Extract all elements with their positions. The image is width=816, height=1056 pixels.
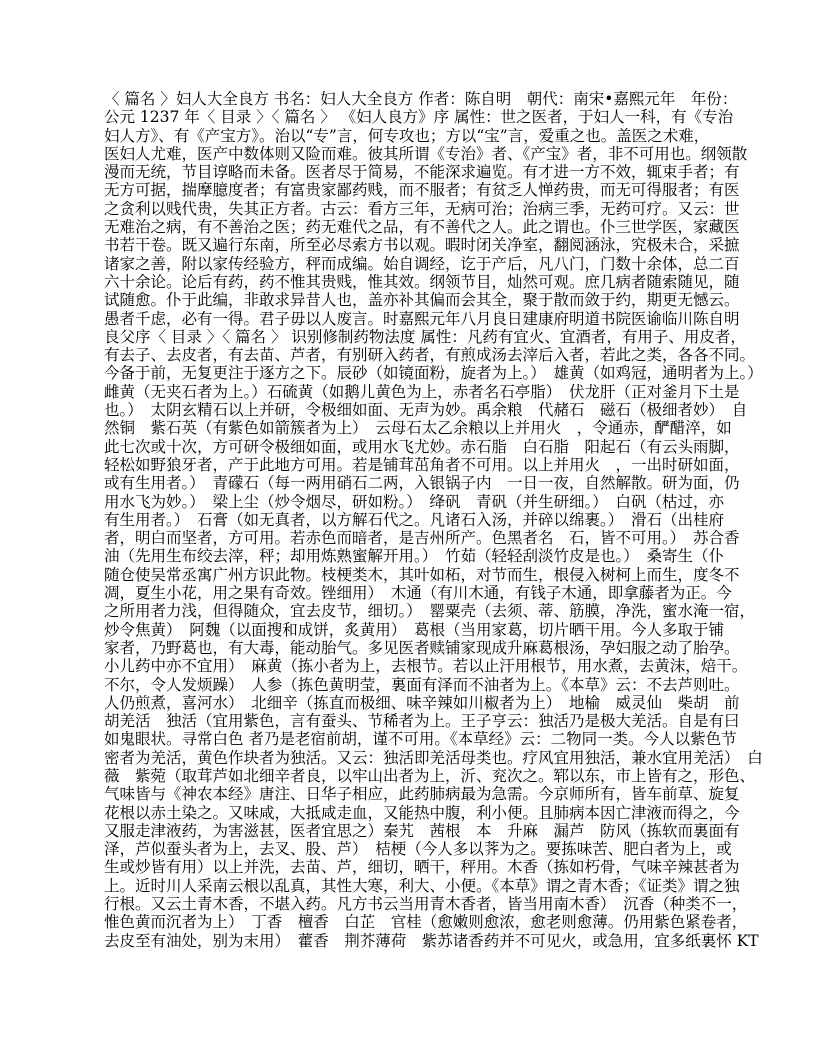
text-line: 今备于前，无复更注于逐方之下。辰砂（如镜面粉，旋者为上。） 雄黄（如鸡冠，通明者为上。） [104,364,763,383]
text-line: 漫而无统，节目谆略而未备。医者尽于简易，不能深求遍览。有才进一方不效，辄束手者；有 [104,163,740,182]
text-line: 凋，夏生小花，用之果有奇效。锉细用） 木通（有川木通，有钱子木通，即拿藤者为正。今 [104,584,732,603]
text-line: 小儿药中亦不宜用） 麻黄（拣小者为上，去根节。若以止汗用根节，用水煮，去黄沫，焙干。 [104,657,748,676]
text-line: 〈 篇名 〉妇人大全良方 书名：妇人大全良方 作者：陈自明 朝代：南宋•嘉熙元年 年份： [104,90,738,108]
document-text [104,90,763,950]
text-line: 之所用者力浅，但得随众，宜去皮节，细切。） 罂粟壳（去须、蒂、筋膜，净洗，蜜水淹一宿， [104,602,756,621]
text-line: 无难治之病，有不善治之医；药无难代之品，有不善代之人。此之谓也。仆三世学医，家藏医 [104,218,740,237]
text-line: 用水飞为妙。） 梁上尘（炒令烟尽，研如粉。） 绛矾 青矾（并生研细。） 白矾（枯过，亦 [104,492,725,511]
text-line: 密者为羌活，黄色作块者为独活。又云：独活即羌活母类也。疗风宜用独活，兼水宜用羌活） 白 [104,748,763,767]
text-line: 胡羌活 独活（宜用紫色，言有蚕头、节稀者为上。王子亨云：独活乃是极大羌活。自是有曰 [104,712,740,731]
text-line: 试随愈。仆于此编，非敢求异昔人也，盖亦补其偏而会其全，聚于散而敛于约，期更无憾云。 [104,291,740,310]
text-line: 也。） 太阴玄精石以上并研，令极细如面、无声为妙。禹余粮 代赭石 磁石（极细者妙） 自 [104,401,748,420]
text-line: 薇 紫菀（取茸芦如北细辛者良，以牢山出者为上，沂、兖次之。郓以东，市上皆有之，形色、 [104,766,756,785]
text-line: 妇人方》、有《产宝方》。治以“专”言，何专攻也；方以“宝”言，爱重之也。盖医之术难， [104,126,710,145]
text-line: 如鬼眼状。寻常白色 者乃是老宿前胡，谨不可用。《本草经》云：二物同一类。今人以紫色节 [104,730,737,749]
text-line: 轻松如野狼牙者，产于此地方可用。若是铺茸茁角者不可用。以上并用火 ，一出时研如面， [104,455,740,474]
text-line: 又服走津液药，为害滋甚，医者宜思之）秦艽 茜根 本 升麻 漏芦 防风（拣软而裏面有 [104,821,740,840]
text-line: 惟色黄而沉者为上） 丁香 檀香 白芷 官桂（愈嫩则愈浓，愈老则愈薄。仍用紫色紧卷者， [104,913,748,932]
text-line: 六十余论。论后有药，药不惟其贵贱，惟其效。纲领节目，灿然可观。庶几病者随索随见，随 [104,272,740,291]
text-line: 诸家之善，附以家传经验方，秤而成编。始自调经，讫于产后，凡八门，门数十余体，总二百 [104,254,740,273]
text-line: 去皮至有油处，别为末用） 藿香 荆芥薄荷 紫苏诸香药并不可见火，或急用，宜多纸裏怀 KT [104,931,759,950]
text-line: 有去子、去皮者，有去苗、芦者，有别研入药者，有煎成汤去滓后入者，若此之类，各各不同。 [104,346,756,365]
text-line: 医妇人尤难，医产中数体则又险而难。彼其所谓《专治》者、《产宝》者，非不可用也。纲领散 [104,144,748,163]
text-line: 生或炒皆有用）以上并洗，去苗、芦，细切，晒干，秤用。木香（拣如朽骨，气味辛辣甚者为 [104,858,740,877]
text-line: 之贪利以贱代贵，失其正方者。古云：看方三年，无病可治；治病三季，无药可疗。又云：世 [104,199,740,218]
text-line: 然铜 紫石英（有紫色如箭簇者为上） 云母石太乙余粮以上并用火 ，令通赤，酽醋淬，如 [104,419,732,438]
text-line: 良父序〈 目录 〉〈 篇名 〉 识别修制药物法度 属性：凡药有宜火、宜酒者，有用子、用皮者， [104,327,746,346]
text-line: 有生用者。） 石膏（如无真者，以方解石代之。凡诸石入汤，并碎以绵裹。） 滑石（出桂府 [104,510,725,529]
text-line: 气味皆与《神农本经》唐注、日华子相应，此药肺病最为急需。今京师所有，皆车前草、旋复 [104,785,740,804]
text-line: 愚者千虑，必有一得。君子毋以人废言。时嘉熙元年八月良日建康府明道书院医谕临川陈自明 [104,309,740,328]
text-line: 者，明白而坚者，方可用。若赤色而暗者，是吉州所产。色黑者名 石，皆不可用。） 苏合香 [104,529,740,548]
text-line: 随仓使吴常丞寓广州方识此物。枝梗类木，其叶如柘，对节而生，根侵入树柯上而生，度冬不 [104,565,740,584]
text-line: 人仍煎煮，喜河水） 北细辛（拣直而极细、味辛辣如川椒者为上） 地榆 威灵仙 柴胡 前 [104,693,740,712]
text-line: 家者，乃野葛也，有大毒，能动胎气。多见医者赎铺家现成升麻葛根汤，孕妇服之动了胎孕。 [104,638,740,657]
text-line: 雌黄（无夹石者为上。）石硫黄（如鹅儿黄色为上，赤者名石亭脂） 伏龙肝（正对釜月下土是 [104,382,740,401]
text-line: 花根以赤土染之。又味咸，大抵咸走血，又能热中腹，利小便。且肺病本因亡津液而得之，今 [104,803,740,822]
text-line: 此七次或十次，方可研令极细如面，或用水飞尤妙。赤石脂 白石脂 阳起石（有云头雨脚， [104,437,740,456]
text-line: 无方可据，揣摩臆度者；有富贵家鄙药贱，而不服者；有贫乏人惮药贵，而无可得服者；有医 [104,181,740,200]
text-line: 上。近时川人采南云根以乱真，其性大寒，利大、小便。《本草》谓之青木香；《证类》谓之独 [104,876,740,895]
text-line: 书若干卷。既又遍行东南，所至必尽索方书以观。暇时闭关净室，翻阅涵泳，究极未合，采摭 [104,236,740,255]
text-line: 不尔，令人发烦躁） 人参（拣色黄明莹，裏面有泽而不油者为上。《本草》云：不去芦则吐。 [104,675,740,694]
text-line: 公元 1237 年〈 目录 〉〈 篇名 〉 《妇人良方》序 属性：世之医者，于妇人一科，有《专治 [104,108,734,127]
text-line: 炒令焦黄） 阿魏（以面搜和成饼，炙黄用） 葛根（当用家葛，切片晒干用。今人多取于铺 [104,620,725,639]
text-line: 或有生用者。） 青礞石（每一两用硝石二两，入银锅子内 一日一夜，自然解散。研为面，仍 [104,474,740,493]
text-line: 油（先用生布绞去滓，秤；却用炼熟蜜解开用。） 竹茹（轻轻刮淡竹皮是也。） 桑寄生（仆 [104,547,725,566]
text-line: 行根。又云土青木香，不堪入药。凡方书云当用青木香者，皆当用南木香） 沉香（种类不一， [104,895,748,914]
text-line: 泽，芦似蚕头者为上，去叉、股、芦） 桔梗（今人多以荠为之。要拣味苦、肥白者为上，或 [104,840,732,859]
